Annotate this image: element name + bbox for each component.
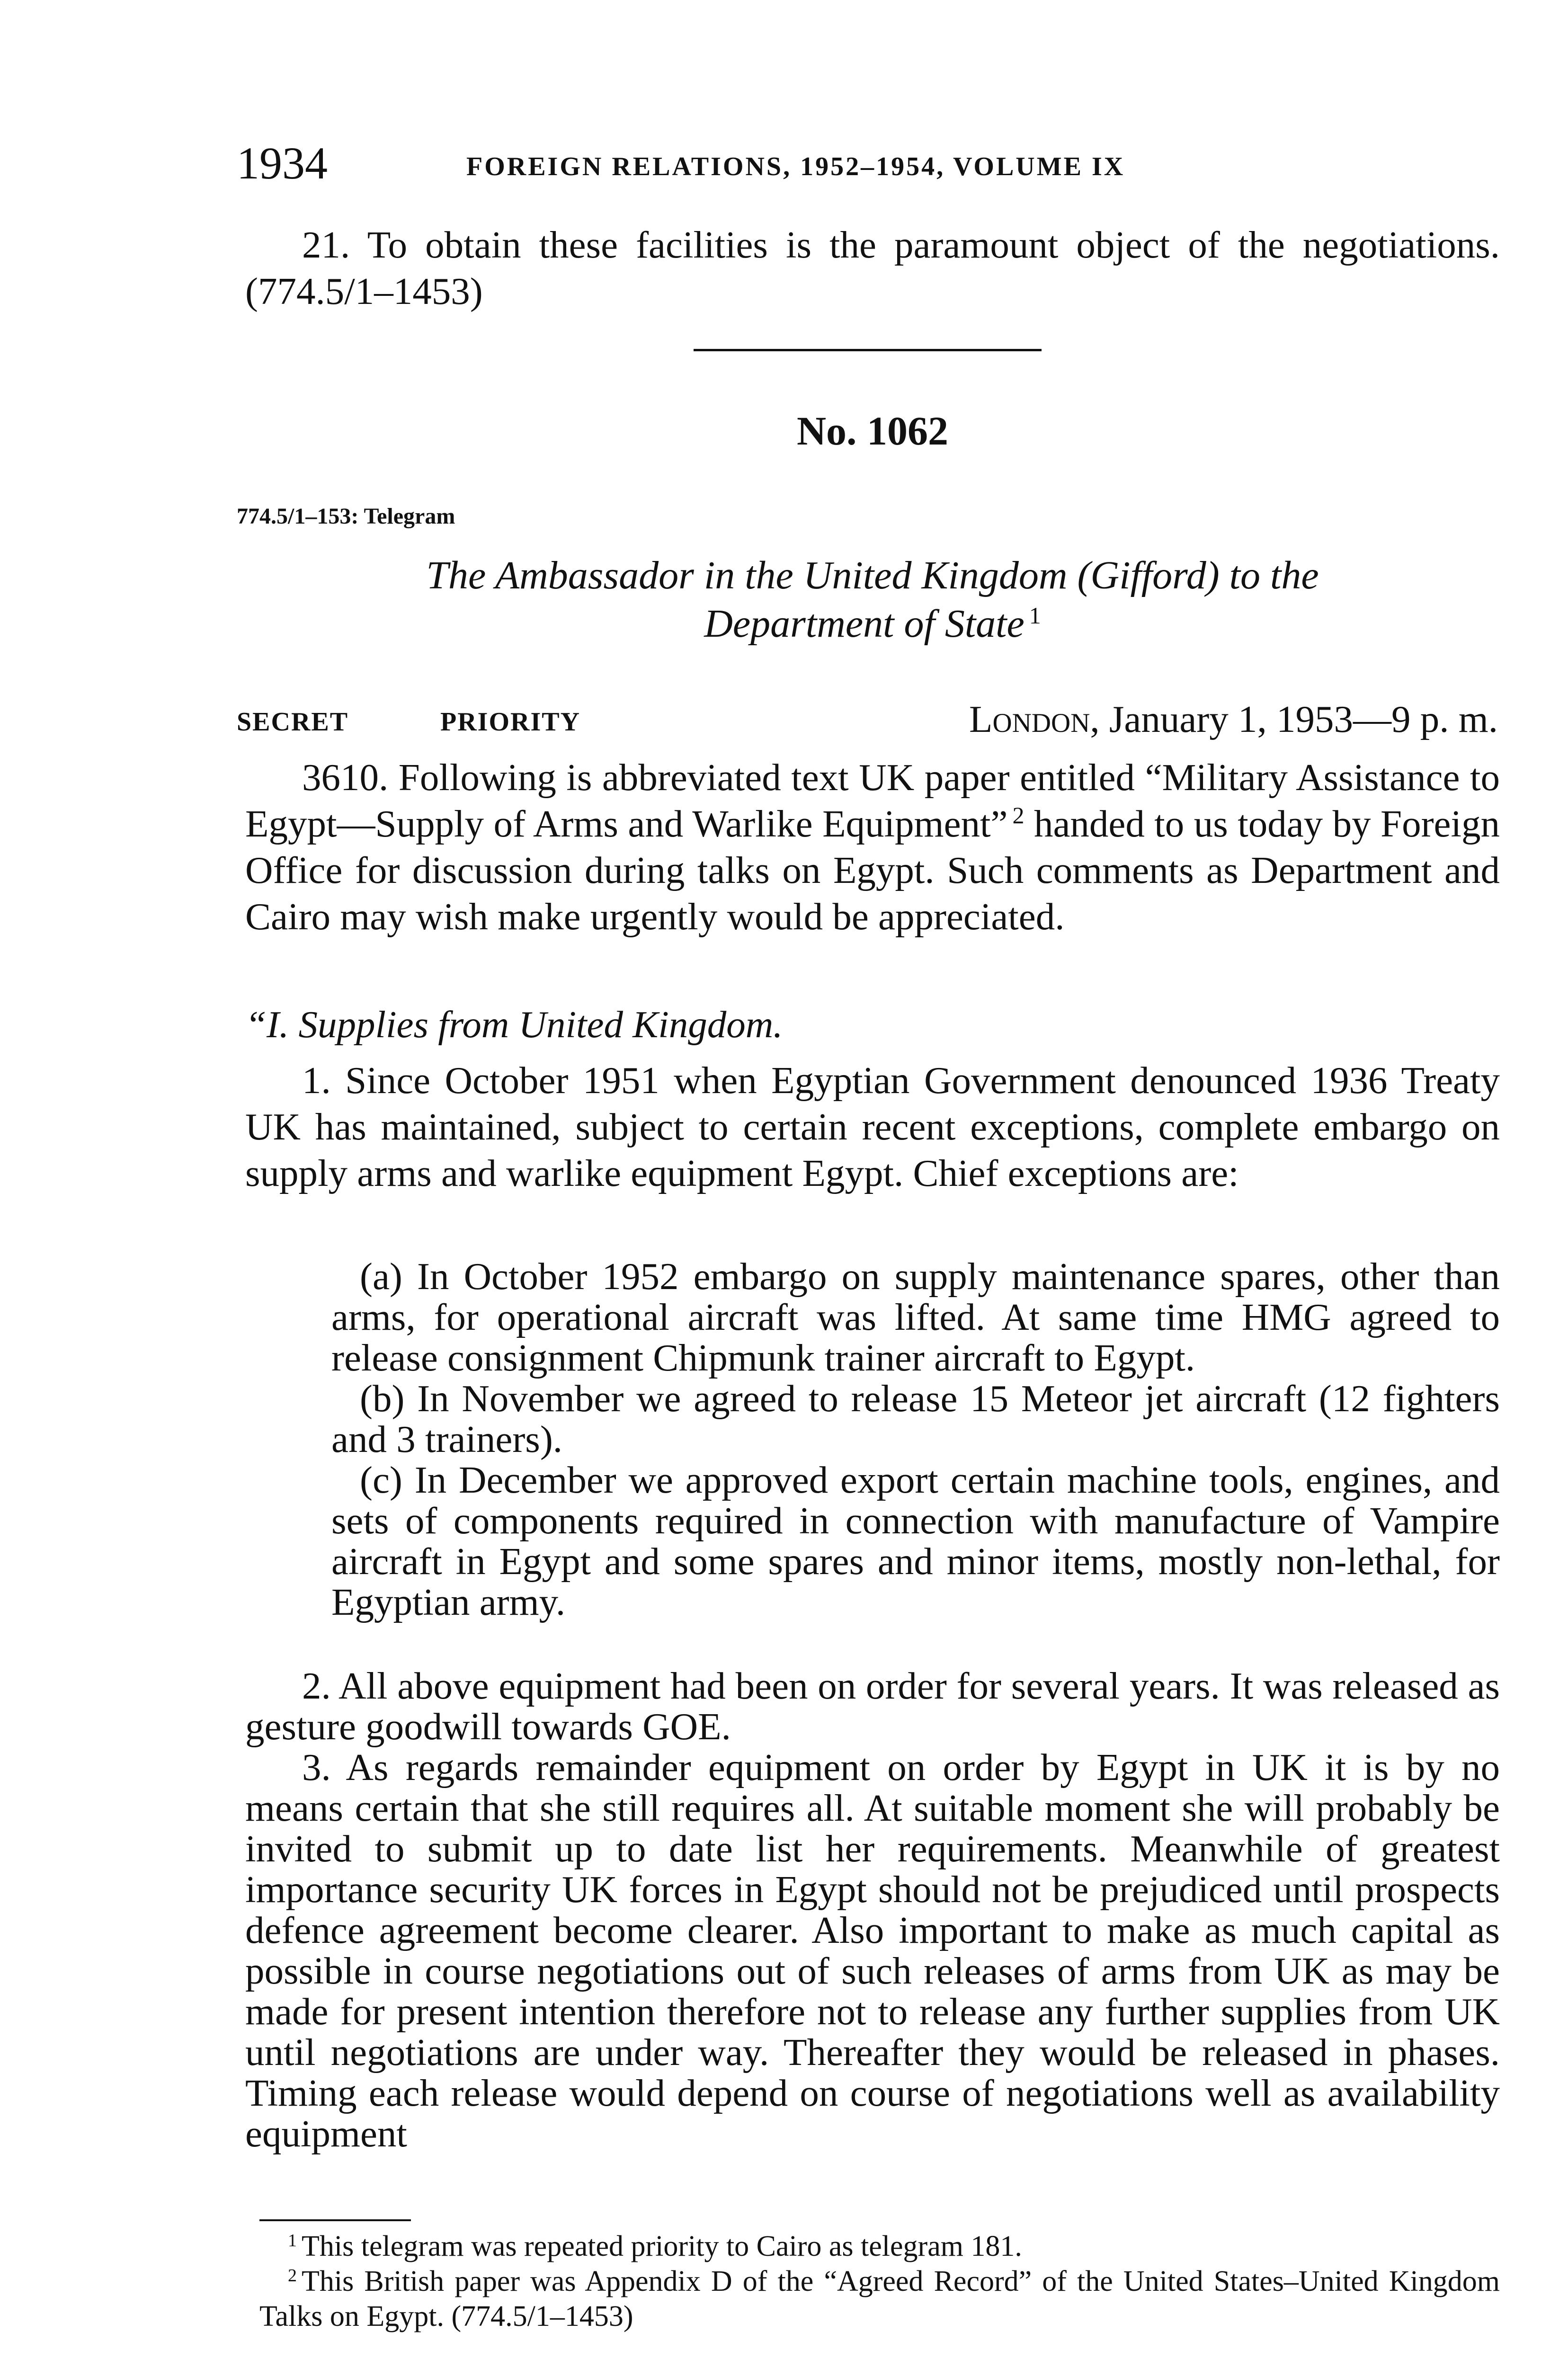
document-number: No. 1062 [796,408,949,454]
heading-line-2-text: Department of State [704,602,1025,646]
footnote-1 [259,2229,1500,2264]
exception-item-c: (c) In December we approved export certain machine tools, engines, and sets of components required in connection with manufacture of Vampire aircraft in Egypt and some spares and minor items, mostly non-lethal, for Egyptian army. [331,1459,1500,1623]
paragraph-3: 3. As regards remainder equipment on order by Egypt in UK it is by no means certain that she still requires all. At suitable moment she will probably be invited to submit up to date list her requirements. Meanwhile of greatest importance security UK forces in Egypt should not be prejudiced until prospects defence agreement become clearer. Also important to make as much capital as possible in course negotiations out of such releases of arms from UK as may be made for present intention therefore not to release any further supplies from UK until negotiations are under way. Thereafter they would be released in phases. Timing each release would depend on course of negotiations well as availability equipment [245,1746,1500,2155]
page-number: 1934 [237,138,328,188]
footnote-1-mark: 1 [288,2231,297,2251]
exception-item-b: (b) In November we agreed to release 15 Meteor jet aircraft (12 fighters and 3 trainers). [331,1377,1500,1460]
heading-line-1: The Ambassador in the United Kingdom (Gifford) to the [426,553,1319,597]
section-heading: “I. Supplies from United Kingdom. [245,1003,783,1046]
document-heading [245,552,1500,648]
heading-footnote-mark: 1 [1029,602,1041,629]
file-reference: 774.5/1–153: Telegram [237,504,455,529]
intro-paragraph-rest: handed to us today by Foreign Office for discussion during talks on Egypt. Such comments as Department and Cairo may wish make urgently would be appreciated. [245,802,1500,938]
continued-paragraph: 21. To obtain these facilities is the paramount object of the negotiations. (774.5/1–1453) [245,223,1500,312]
footnote-1-text: This telegram was repeated priority to Cairo as telegram 181. [302,2230,1022,2262]
heading-line-2 [245,600,1500,648]
section-divider [694,349,1042,351]
dateline-date: January 1, 1953—9 p. m. [1109,698,1498,740]
footnote-2-text: This British paper was Appendix D of the “Agreed Record” of the United States–United Kingdom Talks on Egypt. (774.5/1–1453) [259,2265,1500,2332]
precedence-label: PRIORITY [440,707,581,737]
footnote-2-mark: 2 [288,2266,297,2286]
paragraph-2: 2. All above equipment had been on order for several years. It was released as gesture goodwill towards GOE. [245,1664,1500,1748]
intro-paragraph-text: 3610. Following is abbreviated text UK paper entitled “Military Assistance to Egypt—Supply of Arms and Warlike Equipment” [245,756,1500,845]
dateline-place: London, [969,698,1100,740]
footnote-2 [259,2264,1500,2334]
dateline [969,696,1498,742]
exceptions-list [331,1256,1500,1622]
paragraph-1: 1. Since October 1951 when Egyptian Government denounced 1936 Treaty UK has maintained, subject to certain recent exceptions, complete embargo on supply arms and warlike equipment Egypt. Chief exceptions are: [245,1059,1500,1194]
running-head-title: FOREIGN RELATIONS, 1952–1954, VOLUME IX [466,152,1125,181]
intro-footnote-mark: 2 [1012,802,1025,828]
classification-label: SECRET [237,707,349,737]
footnote-divider [259,2219,411,2221]
footnotes [259,2229,1500,2334]
intro-paragraph [245,754,1500,940]
exception-item-a: (a) In October 1952 embargo on supply maintenance spares, other than arms, for operational aircraft was lifted. At same time HMG agreed to release consignment Chipmunk trainer aircraft to Egypt. [331,1255,1500,1379]
